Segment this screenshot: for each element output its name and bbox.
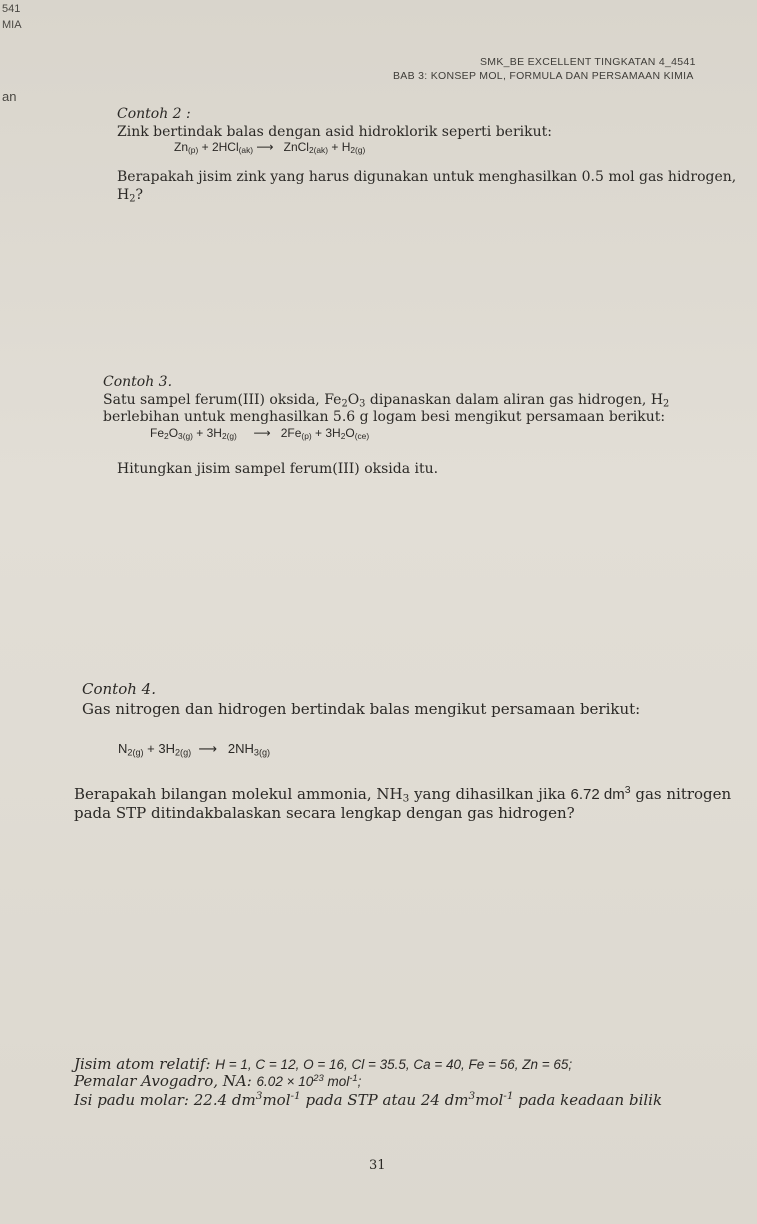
data-avogadro-end: ; (357, 1074, 362, 1089)
data-avogadro-unit-exp: -1 (349, 1072, 358, 1084)
contoh3-title: Contoh 3. (103, 374, 173, 390)
data-molar-volume-d: mol (475, 1091, 504, 1109)
data-molar-volume-c: pada STP atau 24 dm (300, 1091, 469, 1109)
contoh4-question-line1: Berapakah bilangan molekul ammonia, $NH_3$ yang dihasilkan jika 6.72 $dm^3$ gas nitrogen (74, 784, 732, 805)
contoh3-line1-a: Satu sampel ferum(III) oksida, (103, 392, 325, 408)
contoh4-q-b: yang dihasilkan jika (409, 785, 571, 803)
header-school: SMK_BE EXCELLENT TINGKATAN 4_4541 (480, 56, 696, 68)
data-molar-volume-a: Isi padu molar: 22.4 dm (74, 1091, 256, 1109)
contoh3-line2: berlebihan untuk menghasilkan 5.6 g logam besi mengikut persamaan berikut: (103, 409, 666, 425)
contoh2-equation: $Zn_{(p)} + 2HCl_{(ak)}$ ⟶ ZnCl$_{2(ak)}$ + $H_{2(g)}$ (174, 140, 366, 156)
contoh3-question: Hitungkan jisim sampel ferum(III) oksida itu. (117, 461, 439, 477)
data-molar-volume: Isi padu molar: 22.4 $dm^3mol^{-1}$ pada STP atau 24 $dm^3mol^{-1}$ pada keadaan bilik (74, 1090, 663, 1109)
data-avogadro-value: 6.02 × 10 (256, 1074, 314, 1089)
contoh3-line1: Satu sampel ferum(III) oksida, $Fe_2O_3$ dipanaskan dalam aliran gas hidrogen, $H_2$ (103, 392, 670, 410)
data-molar-volume-b: mol (262, 1091, 291, 1109)
corner-side-text: an (2, 89, 17, 104)
data-atomic-mass-label: Jisim atom relatif: (74, 1055, 216, 1073)
page-number: 31 (369, 1158, 386, 1173)
contoh2-intro: Zink bertindak balas dengan asid hidroklorik seperti berikut: (117, 124, 552, 140)
data-avogadro (74, 1071, 361, 1092)
contoh4-q-c: 6.72 dm (570, 786, 625, 803)
contoh2-question-line1: Berapakah jisim zink yang harus digunakan untuk menghasilkan 0.5 mol gas hidrogen, (117, 169, 737, 185)
contoh4-equation: $N_{2(g)} + 3H_{2(g)}$ ⟶ $2NH_{3(g)}$ (118, 741, 271, 758)
header-chapter: BAB 3: KONSEP MOL, FORMULA DAN PERSAMAAN KIMIA (393, 70, 694, 82)
data-avogadro-unit: mol (323, 1074, 350, 1089)
contoh4-title: Contoh 4. (82, 680, 156, 698)
data-avogadro-exp: 23 (313, 1072, 324, 1084)
contoh4-q-a: Berapakah bilangan molekul ammonia, (74, 785, 377, 803)
contoh2-question-end: ? (135, 187, 143, 203)
contoh3-equation: $Fe_2O_{3(g)} + 3H_{2(g)}$ ⟶ $2Fe_{(p)} + 3H_2O_{(ce)}$ (150, 426, 370, 442)
contoh4-question-line2: pada STP ditindakbalaskan secara lengkap dengan gas hidrogen? (74, 804, 575, 822)
data-molar-volume-e: pada keadaan bilik (513, 1091, 663, 1109)
contoh2-question-line2: $H_2$? (117, 187, 143, 205)
contoh4-q-d: gas nitrogen (630, 785, 732, 803)
contoh4-intro: Gas nitrogen dan hidrogen bertindak balas mengikut persamaan berikut: (82, 700, 641, 718)
data-avogadro-label: Pemalar Avogadro, NA: (74, 1072, 257, 1090)
corner-code: 541 (2, 3, 21, 15)
contoh3-line1-b: dipanaskan dalam aliran gas hidrogen, (365, 392, 651, 408)
corner-label: MIA (2, 19, 22, 31)
data-atomic-mass-values: H = 1, C = 12, O = 16, Cl = 35.5, Ca = 40, Fe = 56, Zn = 65; (215, 1057, 573, 1072)
contoh2-title: Contoh 2 : (117, 106, 191, 122)
